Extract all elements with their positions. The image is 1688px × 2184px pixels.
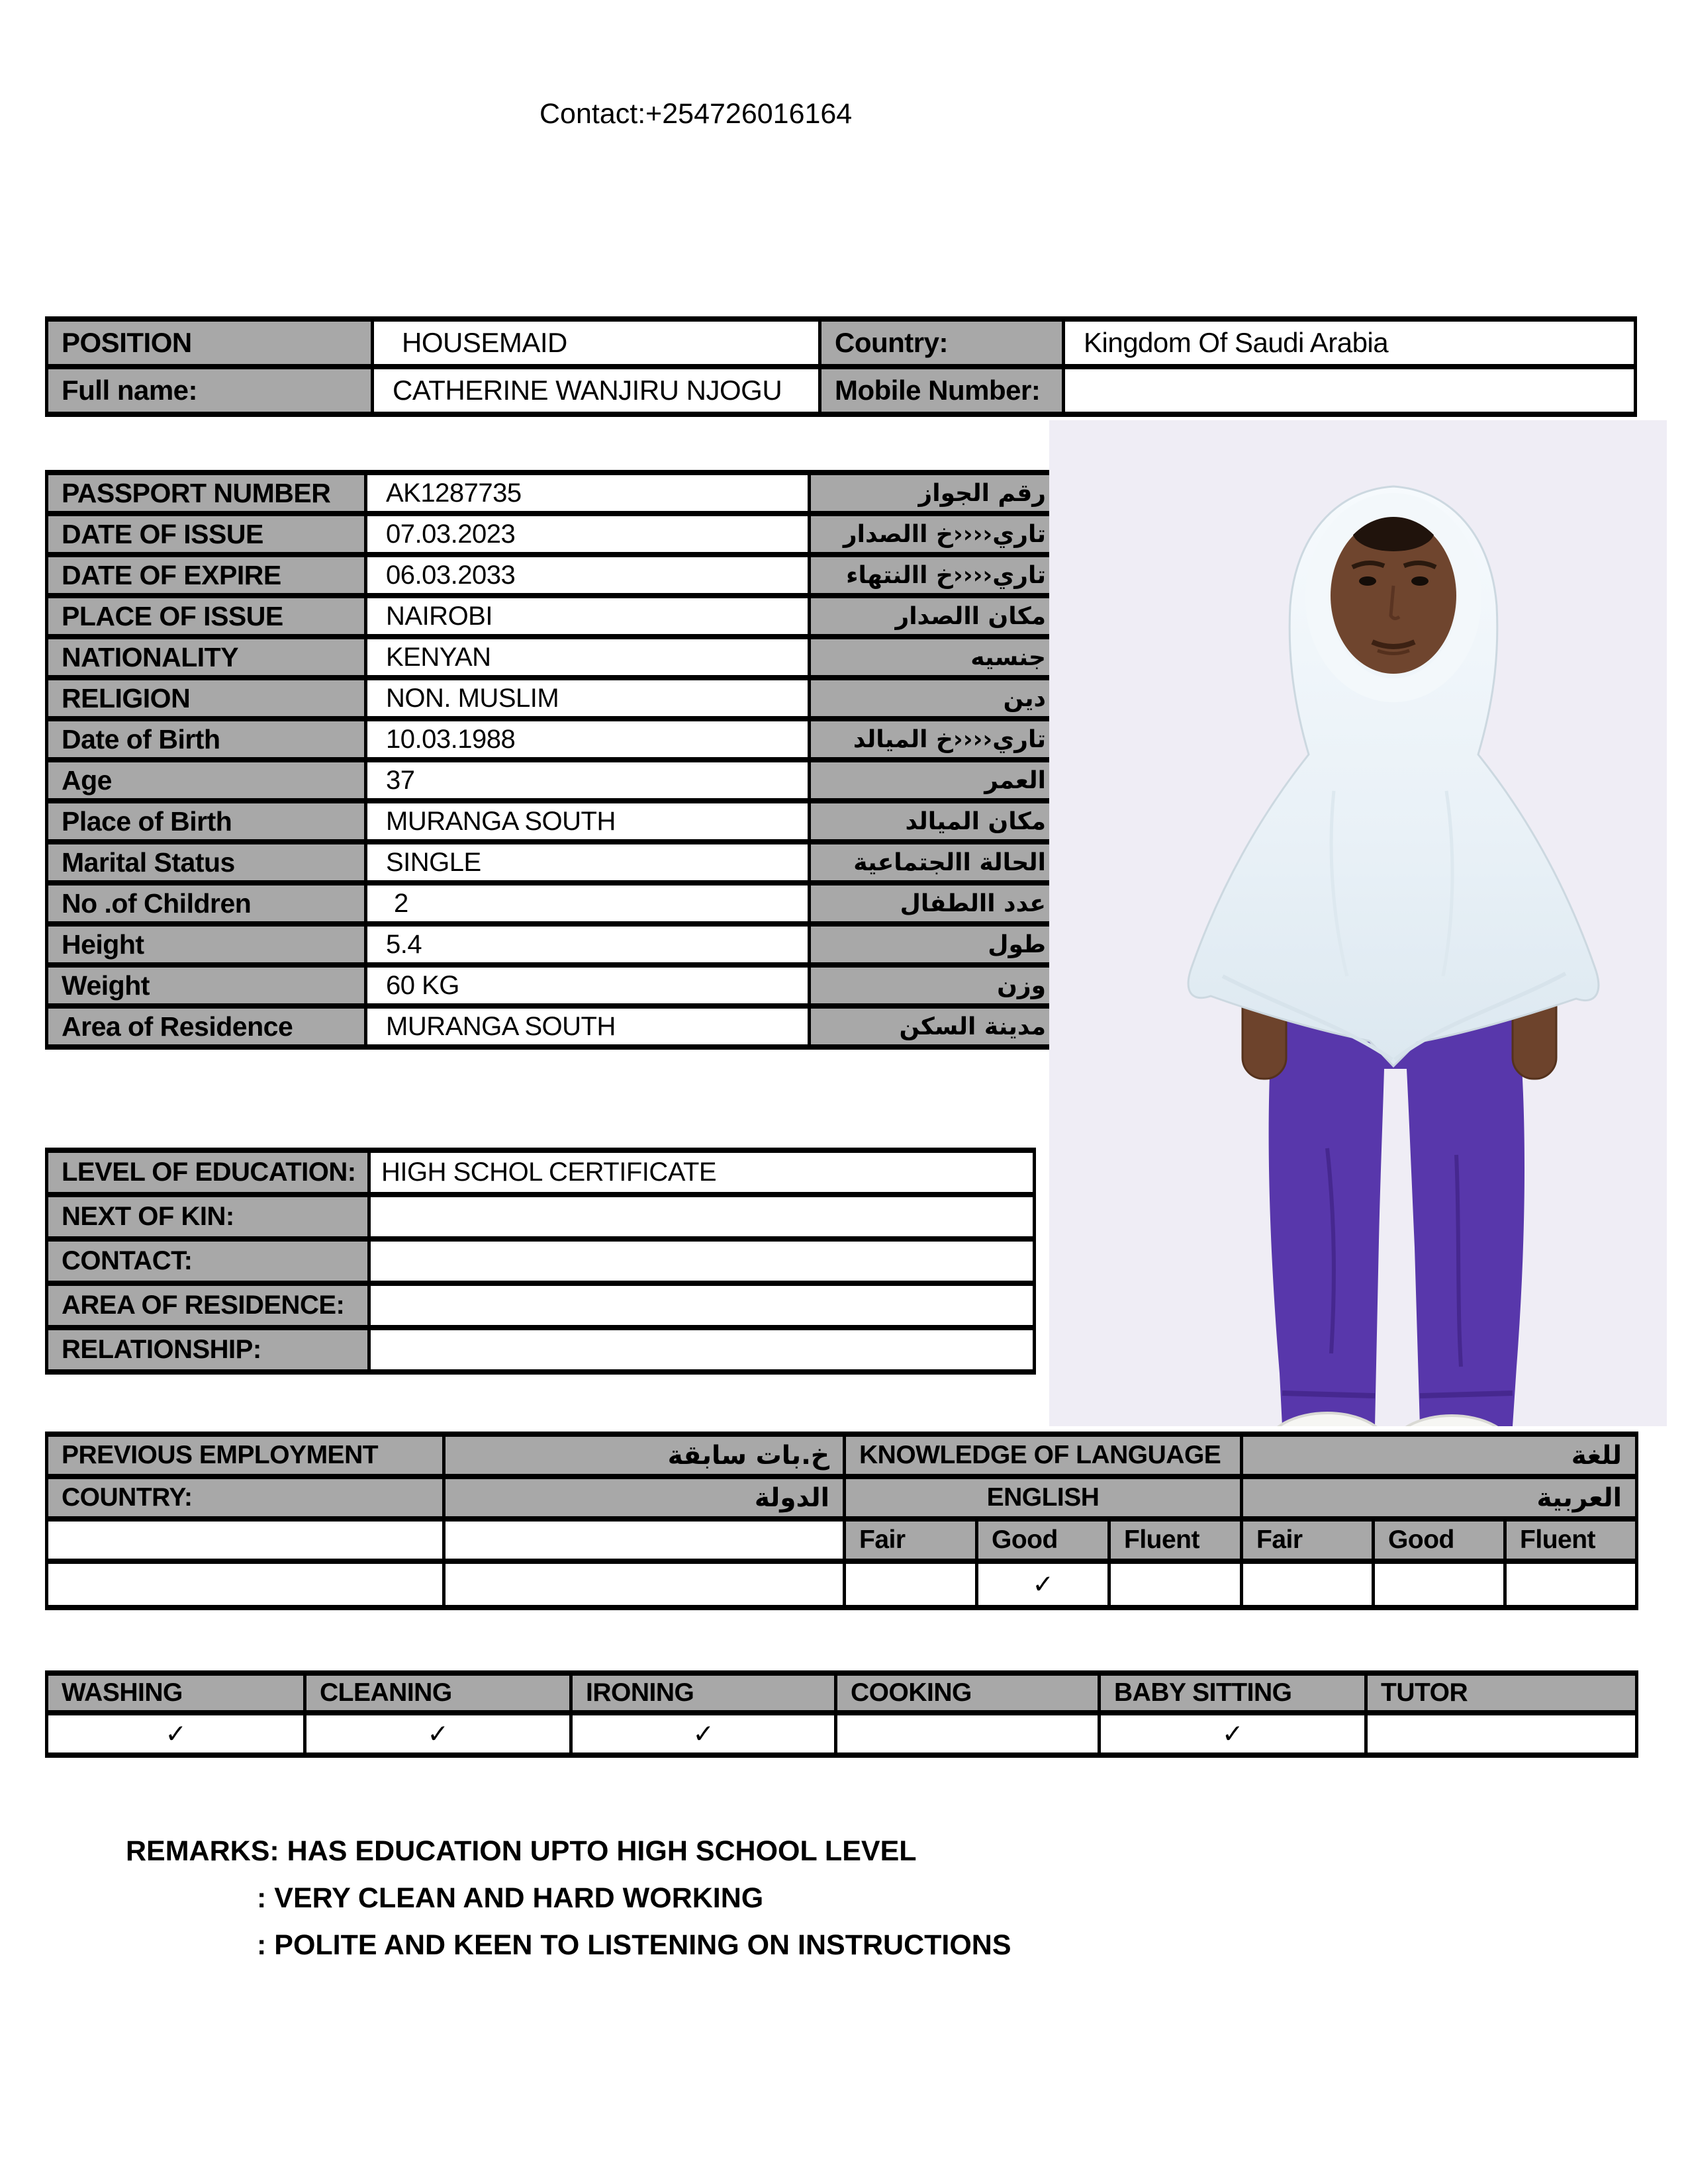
field-label-arabic: مكان الميالد [810,801,1061,842]
field-label: NATIONALITY [47,637,366,678]
field-label-arabic: رقم الجواز [810,473,1061,514]
table-row [47,1006,1061,1047]
field-value: MURANGA SOUTH [366,1006,810,1047]
field-label-arabic: العمر [810,760,1061,801]
english-good-header: Good [977,1519,1109,1561]
skill-cooking-check [836,1713,1100,1755]
table-row [47,883,1061,924]
passport-details-table [45,470,1062,1050]
applicant-photo-image [1049,420,1667,1426]
table-row [47,924,1061,965]
field-value: 10.03.1988 [366,719,810,760]
position-label: POSITION [47,319,373,367]
position-value: HOUSEMAID [373,319,820,367]
table-row [47,1239,1035,1283]
field-value: 5.4 [366,924,810,965]
remarks-line-2: : VERY CLEAN AND HARD WORKING [257,1882,764,1914]
field-value: 37 [366,760,810,801]
table-row [47,555,1061,596]
arabic-language-label: العربية [1242,1477,1637,1519]
country-label-arabic: الدولة [444,1477,845,1519]
field-label: DATE OF ISSUE [47,514,366,555]
field-value: NAIROBI [366,596,810,637]
field-label: PASSPORT NUMBER [47,473,366,514]
field-label: CONTACT: [47,1239,369,1283]
table-row [47,1434,1637,1477]
table-row [47,367,1636,414]
knowledge-of-language-label: KNOWLEDGE OF LANGUAGE [845,1434,1242,1477]
table-row [47,760,1061,801]
english-fair-header: Fair [845,1519,977,1561]
table-row [47,473,1061,514]
table-row [47,319,1636,367]
country-value-arabic [444,1561,845,1608]
field-label-arabic: تاري‹‹‹‹خ الميالد [810,719,1061,760]
field-label: RELATIONSHIP: [47,1328,369,1372]
field-value: SINGLE [366,842,810,883]
field-value: 60 KG [366,965,810,1006]
skill-cleaning-check: ✓ [305,1713,571,1755]
english-good-check: ✓ [977,1561,1109,1608]
table-row [47,1477,1637,1519]
table-row [47,514,1061,555]
english-label: ENGLISH [845,1477,1242,1519]
field-label: DATE OF EXPIRE [47,555,366,596]
skill-ironing-check: ✓ [571,1713,836,1755]
table-row [47,596,1061,637]
field-label-arabic: الحالة االجتماعية [810,842,1061,883]
table-row [47,965,1061,1006]
field-value: MURANGA SOUTH [366,801,810,842]
table-row [47,842,1061,883]
skill-tutor-header: TUTOR [1366,1673,1637,1713]
field-label: NEXT OF KIN: [47,1195,369,1239]
field-label-arabic: عدد االطفال [810,883,1061,924]
skill-cooking-header: COOKING [836,1673,1100,1713]
field-value [369,1283,1035,1328]
arabic-good-header: Good [1374,1519,1505,1561]
skill-babysitting-check: ✓ [1100,1713,1366,1755]
field-label-arabic: مكان االصدار [810,596,1061,637]
field-value: HIGH SCHOL CERTIFICATE [369,1150,1035,1195]
field-label: PLACE OF ISSUE [47,596,366,637]
table-row [47,1195,1035,1239]
full-name-value: CATHERINE WANJIRU NJOGU [373,367,820,414]
field-label: Date of Birth [47,719,366,760]
field-label-arabic: طول [810,924,1061,965]
skill-washing-header: WASHING [47,1673,305,1713]
mobile-number-value [1064,367,1636,414]
contact-line: Contact:+254726016164 [539,98,853,130]
field-value [369,1195,1035,1239]
field-label-arabic: تاري‹‹‹‹خ االنتهاء [810,555,1061,596]
table-row [47,678,1061,719]
previous-employment-label-arabic: خ.بات سابقة [444,1434,845,1477]
field-label: AREA OF RESIDENCE: [47,1283,369,1328]
skill-ironing-header: IRONING [571,1673,836,1713]
field-label: Place of Birth [47,801,366,842]
table-row [47,1519,1637,1561]
table-row [47,719,1061,760]
country-label: COUNTRY: [47,1477,444,1519]
previous-employment-value-arabic [444,1519,845,1561]
remarks-block [126,1828,1011,1969]
field-label: Marital Status [47,842,366,883]
field-label: Area of Residence [47,1006,366,1047]
field-value: 2 [366,883,810,924]
field-label-arabic: تاري‹‹‹‹خ االصدار [810,514,1061,555]
arabic-fair-header: Fair [1242,1519,1374,1561]
english-fair-check [845,1561,977,1608]
table-row [47,637,1061,678]
remarks-line-1: REMARKS: HAS EDUCATION UPTO HIGH SCHOOL LEVEL [126,1835,917,1867]
country-value [47,1561,444,1608]
field-label-arabic: جنسيه [810,637,1061,678]
field-label: Height [47,924,366,965]
table-row [47,1283,1035,1328]
table-row [47,1713,1637,1755]
education-kin-table [45,1148,1036,1375]
position-country-table [45,316,1637,417]
field-value: KENYAN [366,637,810,678]
table-row [47,1673,1637,1713]
arabic-fluent-check [1505,1561,1637,1608]
skill-babysitting-header: BABY SITTING [1100,1673,1366,1713]
language-label-arabic: للغة [1242,1434,1637,1477]
english-fluent-header: Fluent [1109,1519,1242,1561]
field-label-arabic: مدينة السكن [810,1006,1061,1047]
remarks-line-3: : POLITE AND KEEN TO LISTENING ON INSTRUCTIONS [257,1929,1011,1961]
full-name-label: Full name: [47,367,373,414]
field-label: Weight [47,965,366,1006]
skill-tutor-check [1366,1713,1637,1755]
field-label: No .of Children [47,883,366,924]
table-row [47,1561,1637,1608]
skill-cleaning-header: CLEANING [305,1673,571,1713]
field-label: RELIGION [47,678,366,719]
field-label: Age [47,760,366,801]
arabic-good-check [1374,1561,1505,1608]
country-label: Country: [820,319,1064,367]
skills-table [45,1670,1638,1758]
table-row [47,1150,1035,1195]
table-row [47,801,1061,842]
field-value: AK1287735 [366,473,810,514]
field-label: LEVEL OF EDUCATION: [47,1150,369,1195]
field-value [369,1239,1035,1283]
table-row [47,1328,1035,1372]
skill-washing-check: ✓ [47,1713,305,1755]
field-label-arabic: دين [810,678,1061,719]
english-fluent-check [1109,1561,1242,1608]
mobile-number-label: Mobile Number: [820,367,1064,414]
field-label-arabic: وزن [810,965,1061,1006]
previous-employment-value [47,1519,444,1561]
previous-employment-label: PREVIOUS EMPLOYMENT [47,1434,444,1477]
field-value: NON. MUSLIM [366,678,810,719]
field-value: 06.03.2033 [366,555,810,596]
arabic-fluent-header: Fluent [1505,1519,1637,1561]
applicant-photo [1049,420,1667,1426]
employment-language-table [45,1432,1638,1610]
arabic-fair-check [1242,1561,1374,1608]
field-value [369,1328,1035,1372]
field-value: 07.03.2023 [366,514,810,555]
country-value: Kingdom Of Saudi Arabia [1064,319,1636,367]
